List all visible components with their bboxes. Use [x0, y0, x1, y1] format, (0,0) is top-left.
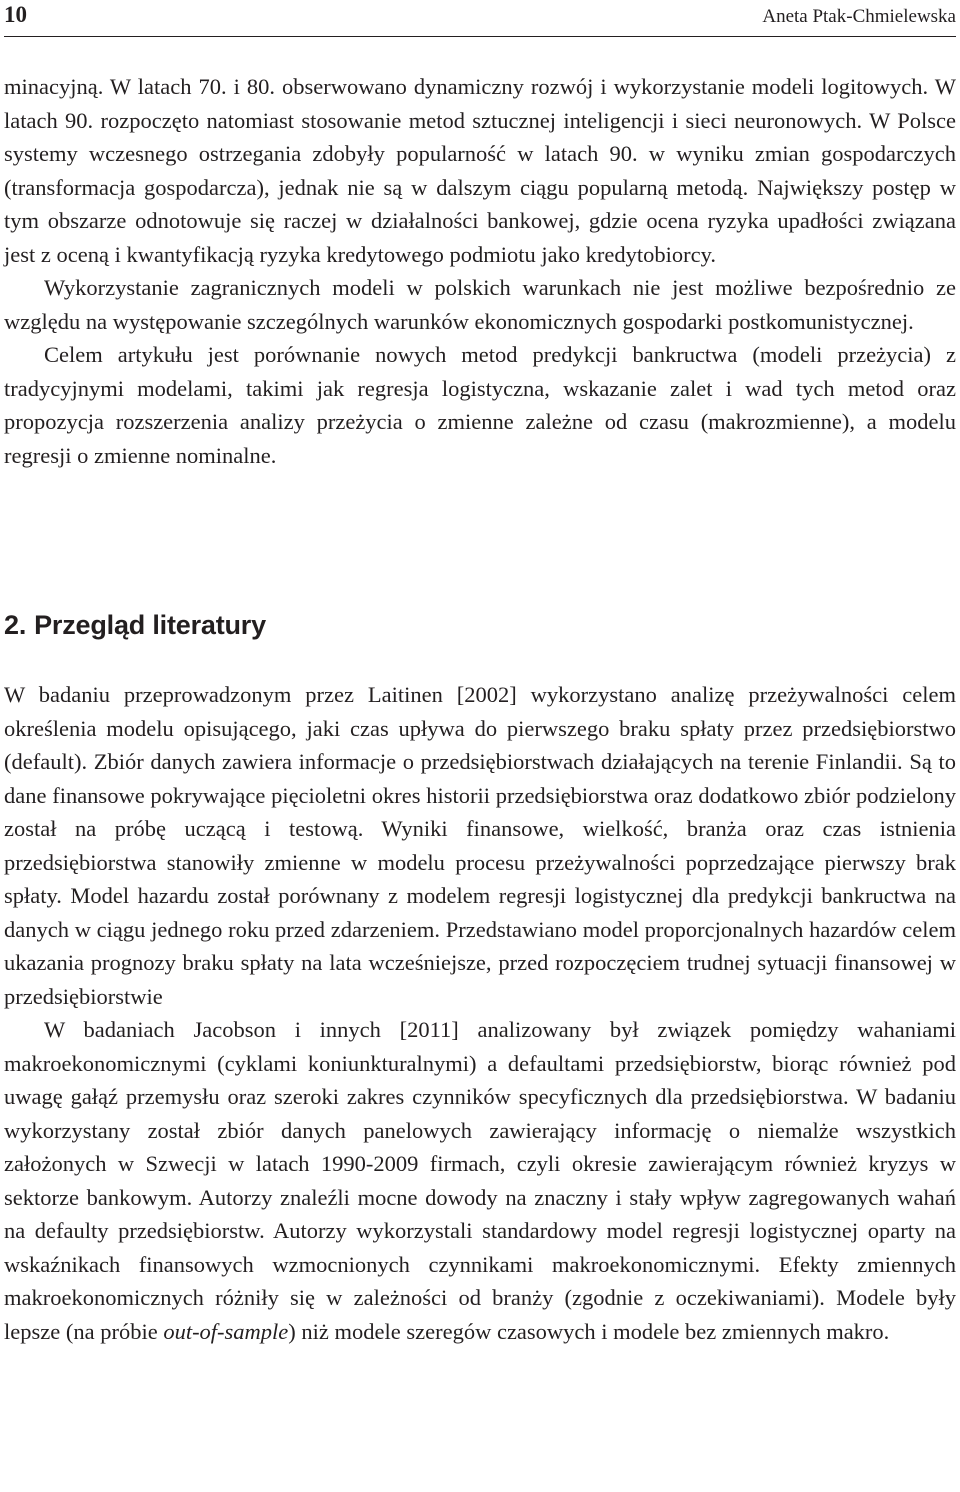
paragraph-literature-2: [4, 1013, 956, 1348]
paragraph-intro-1: minacyjną. W latach 70. i 80. obserwowano dynamiczny rozwój i wykorzystanie modeli logitowych. W latach 90. rozpoczęto natomiast stosowanie metod sztucznej inteligencji i sieci neuronowych. W Polsce systemy wczesnego ostrzegania zdobyły popularność w latach 90. w wyniku zmian gospodarczych (transformacja gospodarcza), jednak nie są w dalszym ciągu popularną metodą. Największy postęp w tym obszarze odnotowuje się raczej w działalności bankowej, gdzie ocena ryzyka upadłości związana jest z oceną i kwantyfikacją ryzyka kredytowego podmiotu jako kredytobiorcy.: [4, 74, 956, 267]
paragraph-literature-1: W badaniu przeprowadzonym przez Laitinen [2002] wykorzystano analizę przeżywalności celem określenia modelu opisującego, jaki czas upływa do pierwszego braku spłaty przez przedsiębiorstwo (default). Zbiór danych zawiera informacje o przedsiębiorstwach działających na terenie Finlandii. Są to dane finansowe pokrywające pięcioletni okres historii przedsiębiorstwa oraz dodatkowo zbiór podzielony został na próbę uczącą i testową. Wyniki finansowe, wielkość, branża oraz czas istnienia przedsiębiorstwa stanowiły zmienne w modelu procesu przeżywalności poprzedzające pierwszy brak spłaty. Model hazardu został porównany z modelem regresji logistycznej dla predykcji bankructwa na danych w ciągu jednego roku przed zdarzeniem. Przedstawiano model proporcjonalnych hazardów celem ukazania prognozy braku spłaty na lata wcześniejsze, przed rozpoczęciem trudnej sytuacji finansowej w przedsiębiorstwie: [4, 682, 956, 1009]
paragraph-literature-2-end: ) niż modele szeregów czasowych i modele bez zmiennych makro.: [288, 1318, 890, 1344]
italic-term-out-of-sample: out-of-sample: [163, 1318, 289, 1344]
introduction-continuation: [4, 70, 956, 472]
page-number: 10: [4, 2, 27, 27]
paragraph-intro-2: Wykorzystanie zagranicznych modeli w polskich warunkach nie jest możliwe bezpośrednio ze względu na występowanie szczególnych warunków ekonomicznych gospodarki postkomunistycznej.: [4, 275, 956, 334]
running-head-author: Aneta Ptak-Chmielewska: [762, 6, 956, 27]
section-title: Przegląd literatury: [34, 610, 266, 640]
literature-review-body: [4, 678, 956, 1348]
page-header: [4, 0, 956, 37]
paragraph-intro-3: Celem artykułu jest porównanie nowych metod predykcji bankructwa (modeli przeżycia) z tradycyjnymi modelami, takimi jak regresja logistyczna, wskazanie zalet i wad tych metod oraz propozycja rozszerzenia analizy przeżycia o zmienne zależne od czasu (makrozmienne), a modelu regresji o zmienne nominalne.: [4, 342, 956, 468]
paragraph-literature-2-text: W badaniach Jacobson i innych [2011] analizowany był związek pomiędzy wahaniami makroekonomicznymi (cyklami koniunkturalnymi) a defaultami przedsiębiorstw, biorąc również pod uwagę gałąź przemysłu oraz szeroki zakres czynników specyficznych dla przedsiębiorstwa. W badaniu wykorzystany został zbiór danych panelowych zawierający informację o niemalże wszystkich założonych w Szwecji w latach 1990-2009 firmach, czyli okresie zawierającym również kryzys w sektorze bankowym. Autorzy znaleźli mocne dowody na znaczny i stały wpływ zagregowanych wahań na defaulty przedsiębiorstw. Autorzy wykorzystali standardowy model regresji logistycznej oparty na wskaźnikach finansowych wzmocnionych czynnikami makroekonomicznymi. Efekty zmiennych makroekonomicznych różniły się w zależności od branży (zgodnie z oczekiwaniami). Modele były lepsze (na próbie: [4, 1017, 956, 1344]
section-heading: [4, 610, 266, 641]
section-number: 2.: [4, 610, 27, 640]
